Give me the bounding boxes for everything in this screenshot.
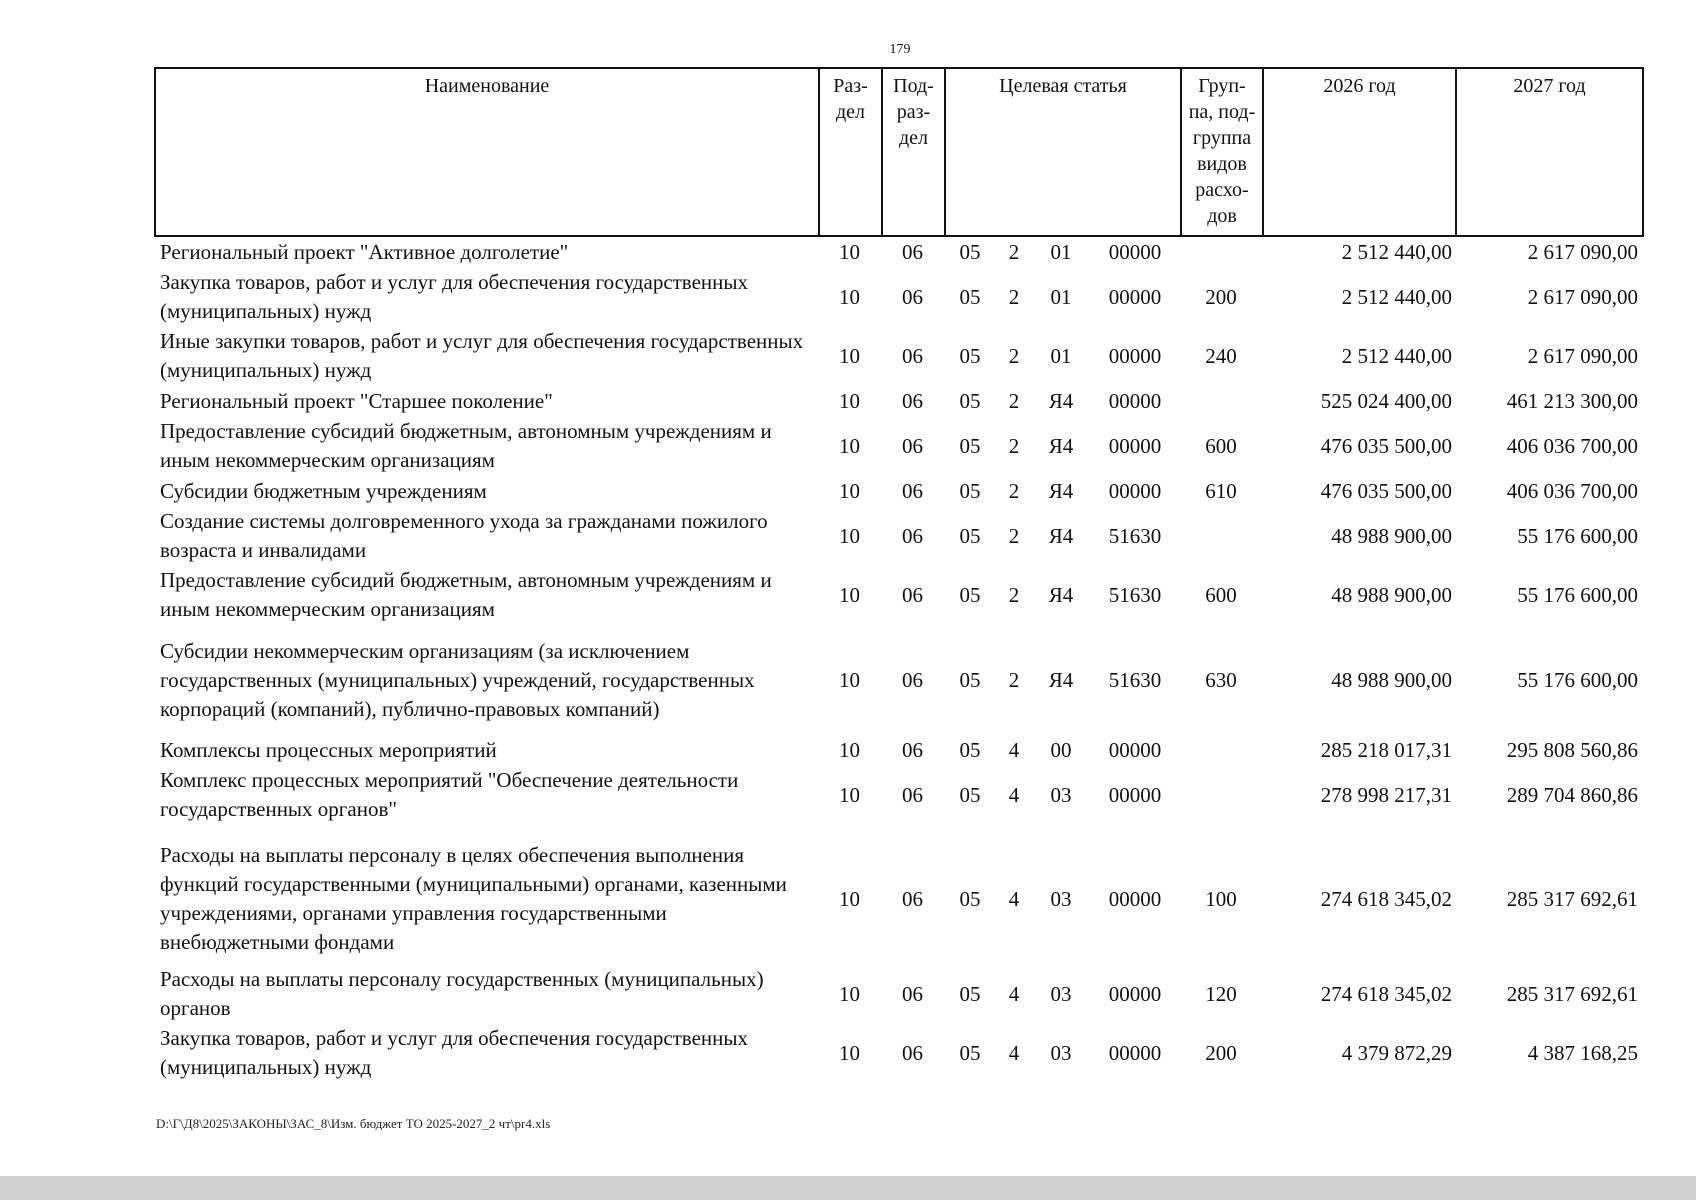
- row-2026: 278 998 217,31: [1320, 782, 1452, 807]
- row-cs3: Я4: [1048, 433, 1074, 458]
- row-2026: 476 035 500,00: [1320, 478, 1452, 503]
- row-razdel: 10: [839, 737, 860, 762]
- row-cs3: 03: [1050, 1040, 1072, 1065]
- row-razdel: 10: [839, 433, 860, 458]
- row-group: [1180, 735, 1262, 765]
- row-cs4: 51630: [1108, 667, 1162, 692]
- table-row: [154, 735, 1644, 765]
- row-cs4: 00000: [1108, 478, 1162, 503]
- scan-bottom-strip: [0, 1176, 1696, 1200]
- row-group: [1180, 237, 1262, 267]
- row-name: Расходы на выплаты персоналу в целях обеспечения выполнения функций государственными (муниципальными) органами, казенными учреждениями, органами управления государственными внебюджетными фондами: [160, 843, 787, 954]
- row-cs1: 05: [959, 737, 981, 762]
- row-cs4: 00000: [1108, 433, 1162, 458]
- header-group: Груп- па, под- группа видов расхо- дов: [1182, 69, 1264, 235]
- row-cs4: 00000: [1108, 388, 1162, 413]
- row-name: Региональный проект "Активное долголетие": [160, 239, 569, 264]
- row-name: Комплекс процессных мероприятий "Обеспечение деятельности государственных органов": [160, 768, 739, 821]
- row-group: 100: [1205, 886, 1237, 911]
- row-razdel: 10: [839, 478, 860, 503]
- row-cs3: Я4: [1048, 582, 1074, 607]
- row-group: 600: [1205, 433, 1237, 458]
- row-cs2: 2: [1008, 343, 1020, 368]
- row-cs2: 2: [1008, 523, 1020, 548]
- header-razdel: Раз- дел: [820, 69, 883, 235]
- row-name: Комплексы процессных мероприятий: [160, 737, 497, 762]
- row-cs2: 2: [1008, 433, 1020, 458]
- row-2026: 274 618 345,02: [1320, 886, 1452, 911]
- row-name: Создание системы долговременного ухода за гражданами пожилого возраста и инвалидами: [160, 509, 768, 562]
- row-2026: 274 618 345,02: [1320, 981, 1452, 1006]
- row-podrazdel: 06: [902, 478, 923, 503]
- header-name: Наименование: [156, 69, 820, 235]
- row-razdel: 10: [839, 284, 860, 309]
- row-cs3: Я4: [1048, 667, 1074, 692]
- row-cs3: Я4: [1048, 523, 1074, 548]
- row-group: 630: [1205, 667, 1237, 692]
- row-cs3: 01: [1050, 284, 1072, 309]
- row-cs1: 05: [959, 981, 981, 1006]
- row-group: 240: [1205, 343, 1237, 368]
- row-cs4: 00000: [1108, 343, 1162, 368]
- row-name: Региональный проект "Старшее поколение": [160, 388, 553, 413]
- row-podrazdel: 06: [902, 582, 923, 607]
- row-name: Расходы на выплаты персоналу государственных (муниципальных) органов: [160, 967, 764, 1020]
- row-group: 120: [1205, 981, 1237, 1006]
- row-2027: 2 617 090,00: [1527, 343, 1638, 368]
- row-cs2: 2: [1008, 582, 1020, 607]
- row-group: 610: [1205, 478, 1237, 503]
- row-cs1: 05: [959, 239, 981, 264]
- header-2026: 2026 год: [1264, 69, 1457, 235]
- row-cs1: 05: [959, 667, 981, 692]
- row-2027: 406 036 700,00: [1506, 478, 1638, 503]
- row-cs1: 05: [959, 284, 981, 309]
- header-target: Целевая статья: [946, 69, 1182, 235]
- row-2027: 289 704 860,86: [1506, 782, 1638, 807]
- row-podrazdel: 06: [902, 886, 923, 911]
- row-cs3: 03: [1050, 782, 1072, 807]
- row-2027: 461 213 300,00: [1506, 388, 1638, 413]
- row-2027: 2 617 090,00: [1527, 239, 1638, 264]
- row-group: [1180, 507, 1262, 565]
- row-cs1: 05: [959, 478, 981, 503]
- row-2026: 2 512 440,00: [1341, 239, 1452, 264]
- row-2026: 2 512 440,00: [1341, 343, 1452, 368]
- row-name: Закупка товаров, работ и услуг для обеспечения государственных (муниципальных) нужд: [160, 1026, 749, 1079]
- row-cs1: 05: [959, 886, 981, 911]
- row-2027: 55 176 600,00: [1517, 582, 1638, 607]
- row-cs2: 2: [1008, 478, 1020, 503]
- row-name: Субсидии некоммерческим организациям (за исключением государственных (муниципальных) учреждений, государственных корпораций (компаний), публично-правовых компаний): [160, 638, 755, 721]
- row-podrazdel: 06: [902, 433, 923, 458]
- row-2027: 285 317 692,61: [1506, 886, 1638, 911]
- row-2026: 476 035 500,00: [1320, 433, 1452, 458]
- row-2027: 2 617 090,00: [1527, 284, 1638, 309]
- row-razdel: 10: [839, 981, 860, 1006]
- row-cs4: 00000: [1108, 886, 1162, 911]
- row-razdel: 10: [839, 886, 860, 911]
- row-name: Иные закупки товаров, работ и услуг для обеспечения государственных (муниципальных) нужд: [160, 329, 804, 382]
- row-group: [1180, 766, 1262, 824]
- row-2027: 295 808 560,86: [1506, 737, 1638, 762]
- table-row: [154, 476, 1644, 506]
- row-cs4: 00000: [1108, 737, 1162, 762]
- row-cs1: 05: [959, 782, 981, 807]
- row-cs4: 00000: [1108, 782, 1162, 807]
- row-razdel: 10: [839, 523, 860, 548]
- row-podrazdel: 06: [902, 1040, 923, 1065]
- row-group: 600: [1205, 582, 1237, 607]
- row-podrazdel: 06: [902, 523, 923, 548]
- table-row: [154, 237, 1644, 267]
- row-cs3: 00: [1050, 737, 1072, 762]
- row-name: Предоставление субсидий бюджетным, автономным учреждениям и иным некоммерческим организациям: [160, 419, 772, 472]
- row-cs2: 2: [1008, 284, 1020, 309]
- row-podrazdel: 06: [902, 737, 923, 762]
- row-cs2: 4: [1008, 1040, 1020, 1065]
- row-podrazdel: 06: [902, 239, 923, 264]
- row-razdel: 10: [839, 667, 860, 692]
- row-razdel: 10: [839, 343, 860, 368]
- row-2026: 285 218 017,31: [1320, 737, 1452, 762]
- row-podrazdel: 06: [902, 343, 923, 368]
- row-cs2: 2: [1008, 388, 1020, 413]
- page-number: 179: [889, 42, 911, 57]
- row-name: Закупка товаров, работ и услуг для обеспечения государственных (муниципальных) нужд: [160, 270, 749, 323]
- row-razdel: 10: [839, 239, 860, 264]
- row-cs3: 01: [1050, 343, 1072, 368]
- row-cs1: 05: [959, 523, 981, 548]
- row-razdel: 10: [839, 782, 860, 807]
- row-cs2: 2: [1008, 239, 1020, 264]
- row-cs4: 00000: [1108, 239, 1162, 264]
- row-2027: 55 176 600,00: [1517, 667, 1638, 692]
- table-row: [154, 268, 1644, 326]
- table-row: [154, 835, 1644, 963]
- row-group: 200: [1205, 1040, 1237, 1065]
- row-2026: 525 024 400,00: [1320, 388, 1452, 413]
- row-2027: 4 387 168,25: [1527, 1040, 1638, 1065]
- row-razdel: 10: [839, 388, 860, 413]
- row-name: Предоставление субсидий бюджетным, автономным учреждениям и иным некоммерческим организациям: [160, 568, 772, 621]
- row-cs2: 2: [1008, 667, 1020, 692]
- row-cs1: 05: [959, 388, 981, 413]
- row-cs2: 4: [1008, 886, 1020, 911]
- row-2026: 2 512 440,00: [1341, 284, 1452, 309]
- row-podrazdel: 06: [902, 388, 923, 413]
- table-row: [154, 327, 1644, 385]
- row-cs4: 00000: [1108, 1040, 1162, 1065]
- table-row: [154, 566, 1644, 624]
- row-razdel: 10: [839, 1040, 860, 1065]
- row-2027: 55 176 600,00: [1517, 523, 1638, 548]
- row-group: 200: [1205, 284, 1237, 309]
- row-2026: 48 988 900,00: [1331, 667, 1452, 692]
- table-row: [154, 965, 1644, 1023]
- row-cs1: 05: [959, 433, 981, 458]
- row-2026: 48 988 900,00: [1331, 523, 1452, 548]
- row-cs1: 05: [959, 1040, 981, 1065]
- row-group: [1180, 386, 1262, 416]
- row-cs2: 4: [1008, 782, 1020, 807]
- table-header: [154, 67, 1644, 237]
- row-2026: 4 379 872,29: [1341, 1040, 1452, 1065]
- row-cs2: 4: [1008, 981, 1020, 1006]
- row-cs2: 4: [1008, 737, 1020, 762]
- row-razdel: 10: [839, 582, 860, 607]
- table-row: [154, 766, 1644, 824]
- row-cs4: 51630: [1108, 582, 1162, 607]
- table-row: [154, 1024, 1644, 1082]
- row-cs3: 03: [1050, 886, 1072, 911]
- row-cs3: Я4: [1048, 478, 1074, 503]
- row-cs1: 05: [959, 582, 981, 607]
- row-2026: 48 988 900,00: [1331, 582, 1452, 607]
- row-name: Субсидии бюджетным учреждениям: [160, 478, 487, 503]
- row-cs3: Я4: [1048, 388, 1074, 413]
- row-2027: 406 036 700,00: [1506, 433, 1638, 458]
- table-row: [154, 386, 1644, 416]
- row-cs3: 01: [1050, 239, 1072, 264]
- header-podrazdel: Под- раз- дел: [883, 69, 946, 235]
- row-podrazdel: 06: [902, 284, 923, 309]
- row-cs1: 05: [959, 343, 981, 368]
- file-path: D:\Г\Д8\2025\ЗАКОНЫ\ЗАС_8\Изм. бюджет ТО 2025-2027_2 чт\pr4.xls: [156, 1116, 551, 1131]
- row-cs3: 03: [1050, 981, 1072, 1006]
- row-cs4: 00000: [1108, 284, 1162, 309]
- row-podrazdel: 06: [902, 667, 923, 692]
- row-cs4: 00000: [1108, 981, 1162, 1006]
- row-podrazdel: 06: [902, 782, 923, 807]
- table-row: [154, 417, 1644, 475]
- header-2027: 2027 год: [1513, 75, 1586, 97]
- row-podrazdel: 06: [902, 981, 923, 1006]
- table-row: [154, 507, 1644, 565]
- row-cs4: 51630: [1108, 523, 1162, 548]
- row-2027: 285 317 692,61: [1506, 981, 1638, 1006]
- table-row: [154, 625, 1644, 735]
